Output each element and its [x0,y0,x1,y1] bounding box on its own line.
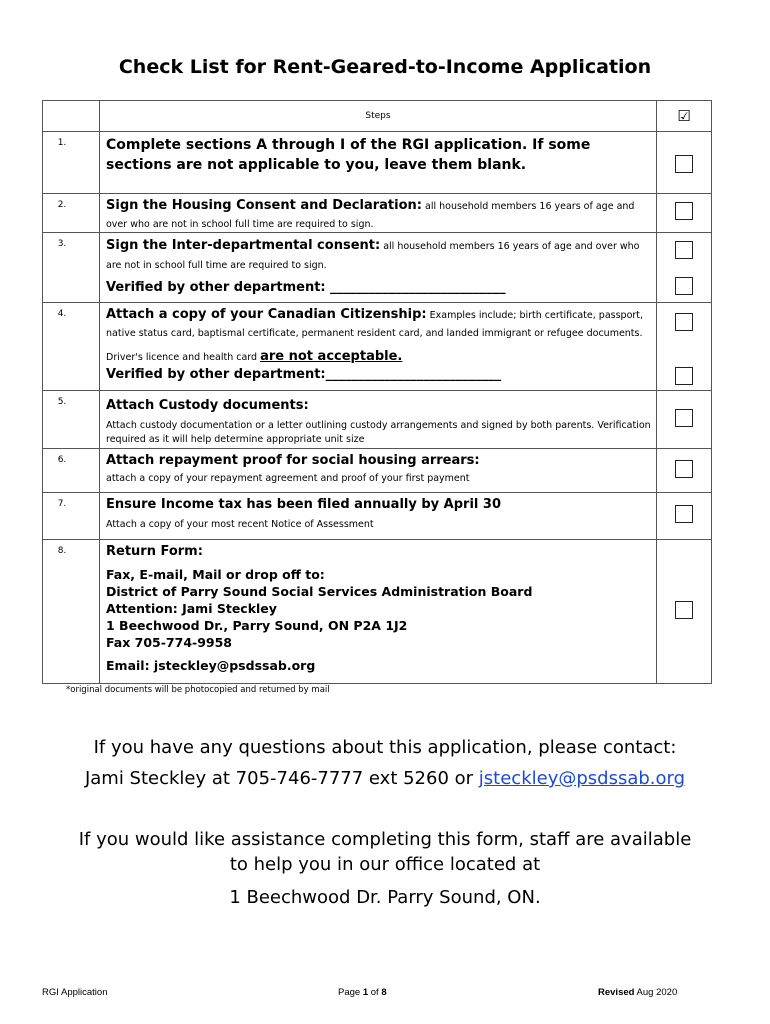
footer-left: RGI Application [42,987,108,998]
table-row [43,493,712,540]
step-detail: attach a copy of your repayment agreement and proof of your first payment [106,473,470,484]
return-email: Email: jsteckley@psdssab.org [106,658,316,673]
step-number: 3. [57,239,67,249]
step-detail: Attach a copy of your most recent Notice of Assessment [106,519,374,530]
checkbox[interactable] [675,460,693,478]
verified-line: Verified by other department: ___________________________ [106,280,506,295]
step-number: 4. [57,309,67,319]
checked-box-icon: ☑ [677,106,691,125]
table-row [43,233,712,303]
verified-checkbox[interactable] [675,367,693,385]
verified-line: Verified by other department:___________________________ [106,367,502,382]
step-number: 8. [57,546,67,556]
assist-line-1: If you would like assistance completing this form, staff are available [78,829,692,850]
checkbox[interactable] [675,241,693,259]
footer-revised: Revised Aug 2020 [598,987,678,998]
return-address: Fax, E-mail, Mail or drop off to: District of Parry Sound Social Services Administration Board Attention: Jami Steckley 1 Beechwood Dr., Parry Sound, ON P2A 1J2 Fax 705-774-9958 Email: jsteckley@psdssab.org [106,566,652,674]
step-number: 7. [57,499,67,509]
contact-line-2: Jami Steckley at 705-746-7777 ext 5260 or jsteckley@psdssab.org [84,768,686,789]
steps-header: Steps [100,101,657,132]
step-number: 6. [57,455,67,465]
step-heading: Ensure Income tax has been filed annually by April 30 [106,497,501,512]
step-heading: Return Form: [106,544,203,559]
page-title: Check List for Rent-Geared-to-Income Application [118,56,652,78]
assist-line-2: to help you in our office located at [229,854,541,875]
verified-checkbox[interactable] [675,277,693,295]
step-heading: Attach a copy of your Canadian Citizenship [106,307,422,322]
footer-page: Page 1 of 8 [338,987,387,998]
table-row [43,132,712,194]
step-detail: Attach custody documentation or a letter outlining custody arrangements and signed by both parents. Verification required as it will help determine appropriate unit size [106,420,651,445]
checkbox[interactable] [675,505,693,523]
footnote: *original documents will be photocopied and returned by mail [66,685,330,695]
step-number: 1. [57,138,67,148]
checklist-table [42,100,712,684]
contact-line-1: If you have any questions about this application, please contact: [93,737,677,758]
step-heading: Sign the Housing Consent and Declaration [106,198,417,213]
checkbox[interactable] [675,313,693,331]
table-row [43,449,712,493]
step-detail: all household members 16 years of age and over who are not in school full time are required to sign. [106,201,635,230]
assist-line-3: 1 Beechwood Dr. Parry Sound, ON. [229,887,541,908]
table-header-row [43,101,712,132]
checkbox[interactable] [675,202,693,220]
checkbox[interactable] [675,601,693,619]
licence-text: Driver's licence and health card [106,352,261,363]
table-row [43,540,712,684]
not-acceptable-text: are not acceptable. [260,349,403,364]
step-number: 2. [57,200,67,210]
table-row: 4. Attach a copy of your Canadian Citizenship: Examples include; birth certificate, passport, native status card, baptismal certificate, permanent resident card, and landed immigrant or refugee documents. Driver's licence and health card are not acceptable. Verified by other department:___________________________ [43,303,712,391]
table-row: 2. Sign the Housing Consent and Declaration: all household members 16 years of age and over who are not in school full time are required to sign. [43,194,712,233]
checkbox[interactable] [675,155,693,173]
step-detail: all household members 16 years of age and over who are not in school full time are required to sign. [106,241,640,271]
step-heading: Attach Custody documents [106,398,304,413]
contact-email-link[interactable]: jsteckley@psdssab.org [478,768,686,789]
step-detail: Examples include; birth certificate, passport, native status card, baptismal certificate, permanent resident card, and landed immigrant or refugee documents. [106,310,644,339]
checkbox[interactable] [675,409,693,427]
step-number: 5. [57,397,67,407]
step-heading: Attach repayment proof for social housing arrears: [106,453,480,468]
step-heading: Sign the Inter-departmental consent: [106,238,381,253]
table-row: 5. Attach Custody documents: Attach custody documentation or a letter outlining custody arrangements and signed by both parents. Verification required as it will help determine appropriate unit size [43,391,712,449]
step-text: Complete sections A through I of the RGI application. If some sections are not applicable to you, leave them blank. [106,137,591,173]
